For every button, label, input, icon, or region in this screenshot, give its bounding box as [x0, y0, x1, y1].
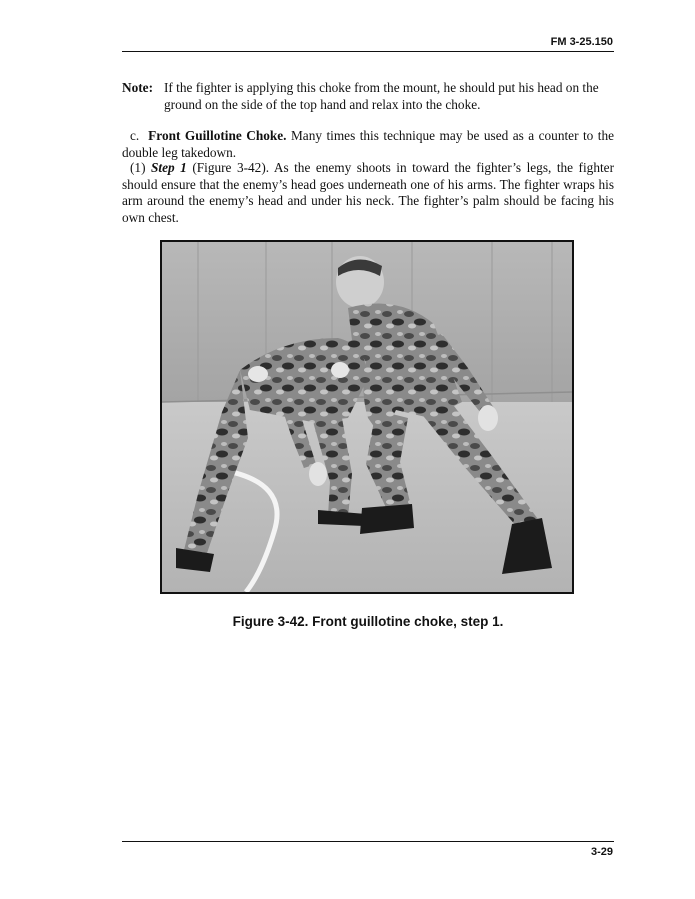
section-c-text: Many times this technique may be used as a counter to the double leg takedown.: [122, 128, 614, 160]
step-1-paragraph: [122, 160, 614, 226]
figure-caption: Figure 3-42. Front guillotine choke, step 1.: [232, 614, 504, 629]
section-c-paragraph: [122, 128, 614, 161]
header-rule: [122, 51, 614, 52]
step-1-text: As the enemy shoots in toward the fighter’s legs, the fighter should ensure that the enemy’s head goes underneath one of his arms. The fighter wraps his arm around the enemy’s head and under his neck. The fighter’s palm should be facing his own chest.: [122, 160, 614, 225]
step-1-label: Step 1: [151, 160, 187, 175]
note-block: [122, 80, 614, 113]
document-code: FM 3-25.150: [550, 36, 613, 48]
note-label: Note:: [122, 80, 154, 95]
note-text: If the fighter is applying this choke from the mount, he should put his head on the ground on the side of the top hand and relax into the choke.: [164, 80, 599, 112]
figure-photo: [160, 240, 574, 594]
footer-rule: [122, 841, 614, 842]
page-number: 3-29: [590, 846, 613, 858]
step-1-figure-ref: (Figure 3-42).: [192, 160, 270, 175]
section-c-marker: c.: [130, 128, 140, 143]
section-c-heading: Front Guillotine Choke.: [148, 128, 287, 143]
step-1-marker: (1): [130, 160, 146, 175]
